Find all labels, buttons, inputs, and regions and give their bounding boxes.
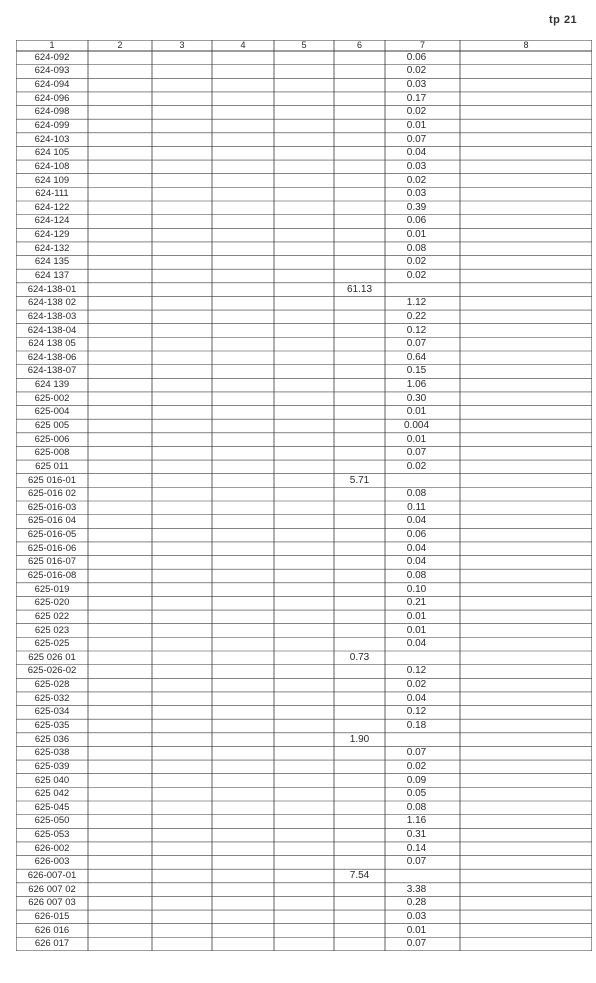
column-7-value: 0.04 <box>406 692 427 704</box>
column-7-value: 0.07 <box>406 133 427 145</box>
parcel-code: 625 036 <box>34 733 70 745</box>
parcel-code: 624-099 <box>34 120 70 131</box>
column-7-value: 1.16 <box>406 815 427 827</box>
parcel-code: 625-020 <box>34 597 70 609</box>
parcel-code: 624-103 <box>34 133 70 145</box>
parcel-code: 625-025 <box>34 638 70 650</box>
column-header: 8 <box>523 40 529 50</box>
parcel-code: 626-015 <box>34 910 70 922</box>
column-7-value: 0.03 <box>406 188 427 200</box>
column-7-value: 0.07 <box>406 447 427 459</box>
column-7-value: 0.02 <box>406 679 427 691</box>
parcel-code: 625-016-03 <box>27 501 77 513</box>
parcel-code: 624 105 <box>34 147 70 159</box>
parcel-code: 625-039 <box>34 760 70 772</box>
parcel-code: 625-035 <box>34 720 70 731</box>
column-7-value: 0.02 <box>406 256 427 268</box>
parcel-code: 624-138-01 <box>27 283 77 295</box>
column-7-value: 0.07 <box>406 338 427 350</box>
parcel-code: 624-096 <box>34 92 70 104</box>
parcel-code: 626-002 <box>34 842 70 854</box>
parcel-code: 625 011 <box>35 460 69 472</box>
parcel-code: 624-093 <box>34 65 70 77</box>
parcel-code: 626 007 02 <box>28 883 76 895</box>
column-7-value: 0.03 <box>406 910 427 922</box>
parcel-code: 625-032 <box>34 692 70 704</box>
parcel-code: 625-016-06 <box>27 542 77 554</box>
column-7-value: 0.07 <box>406 938 427 950</box>
column-7-value: 0.02 <box>406 174 427 186</box>
column-7-value: 0.01 <box>406 624 427 636</box>
column-7-value: 0.004 <box>403 420 430 431</box>
parcel-code: 624-138-06 <box>27 351 77 363</box>
parcel-code: 625-008 <box>34 447 70 459</box>
area-value: 61.13 <box>346 283 373 295</box>
parcel-code: 624 139 <box>34 379 70 391</box>
column-7-value: 0.12 <box>406 706 427 718</box>
parcel-code: 624-108 <box>34 160 70 172</box>
column-7-value: 0.02 <box>406 460 427 472</box>
column-7-value: 1.12 <box>406 297 427 309</box>
parcel-code: 625-053 <box>34 829 70 841</box>
column-7-value: 0.02 <box>406 760 427 772</box>
parcel-code: 624-138-03 <box>27 310 77 322</box>
column-7-value: 0.06 <box>406 215 427 227</box>
parcel-code: 625 005 <box>34 420 70 431</box>
parcel-code: 625-045 <box>34 801 70 813</box>
column-7-value: 0.02 <box>406 106 427 118</box>
column-7-value: 0.01 <box>406 433 427 445</box>
column-7-value: 0.30 <box>406 392 427 404</box>
parcel-code: 625-016 02 <box>27 488 77 500</box>
column-7-value: 0.07 <box>406 856 427 868</box>
column-header: 3 <box>179 40 185 50</box>
column-7-value: 0.21 <box>406 597 427 609</box>
page-number: tp 21 <box>549 14 578 26</box>
column-7-value: 0.07 <box>406 747 427 759</box>
column-7-value: 0.06 <box>406 529 427 541</box>
parcel-code: 624-098 <box>34 106 70 118</box>
register-table <box>16 40 592 951</box>
parcel-code: 625-002 <box>34 392 70 404</box>
parcel-code: 624 137 <box>34 270 70 281</box>
column-7-value: 0.01 <box>406 229 427 241</box>
parcel-code: 625-019 <box>34 583 70 595</box>
parcel-code: 626 017 <box>34 938 70 950</box>
column-7-value: 0.15 <box>406 365 427 377</box>
column-7-value: 0.08 <box>406 242 427 254</box>
column-7-value: 0.02 <box>406 270 427 281</box>
parcel-code: 625-016-05 <box>27 529 77 541</box>
parcel-code: 625-016 04 <box>27 515 77 527</box>
column-7-value: 0.39 <box>406 201 427 213</box>
column-7-value: 1.06 <box>406 379 427 391</box>
column-7-value: 0.12 <box>406 665 427 677</box>
column-7-value: 0.04 <box>406 542 427 554</box>
column-7-value: 0.08 <box>406 570 427 581</box>
area-value: 1.90 <box>349 733 370 745</box>
column-7-value: 0.03 <box>406 79 427 91</box>
parcel-code: 625-038 <box>34 747 70 759</box>
parcel-code: 624-092 <box>34 51 70 63</box>
column-7-value: 0.28 <box>406 897 427 909</box>
parcel-code: 625-006 <box>34 433 70 445</box>
parcel-code: 624-111 <box>35 188 69 200</box>
column-7-value: 0.01 <box>406 120 427 131</box>
parcel-code: 624-138-07 <box>27 365 77 377</box>
column-7-value: 0.04 <box>406 147 427 159</box>
column-header: 6 <box>356 40 363 50</box>
parcel-code: 624-122 <box>34 201 70 213</box>
column-7-value: 0.01 <box>406 610 427 622</box>
column-header: 2 <box>117 40 123 50</box>
area-value: 7.54 <box>349 870 370 881</box>
column-7-value: 0.31 <box>406 829 427 841</box>
column-7-value: 0.22 <box>406 310 427 322</box>
column-7-value: 0.08 <box>406 801 427 813</box>
parcel-code: 625-004 <box>34 406 70 418</box>
column-7-value: 0.06 <box>406 51 427 63</box>
parcel-code: 624-138 02 <box>27 297 77 309</box>
column-7-value: 0.09 <box>406 774 427 786</box>
parcel-code: 625-050 <box>34 815 70 827</box>
column-7-value: 0.04 <box>406 556 427 568</box>
area-value: 0.73 <box>349 651 370 663</box>
parcel-code: 625-026-02 <box>27 665 77 677</box>
column-7-value: 3.38 <box>406 883 427 895</box>
column-7-value: 0.14 <box>406 842 427 854</box>
parcel-code: 626 016 <box>34 924 70 936</box>
table-grid-lines <box>16 40 592 951</box>
column-7-value: 0.04 <box>406 638 427 650</box>
parcel-code: 624-132 <box>34 242 70 254</box>
column-7-value: 0.17 <box>406 92 427 104</box>
parcel-code: 625 040 <box>34 774 70 786</box>
parcel-code: 626 007 03 <box>28 897 76 909</box>
column-7-value: 0.12 <box>406 324 427 336</box>
column-7-value: 0.64 <box>406 351 427 363</box>
column-7-value: 0.04 <box>406 515 427 527</box>
column-header: 4 <box>240 40 246 50</box>
parcel-code: 625-034 <box>34 706 70 718</box>
parcel-code: 624-094 <box>34 79 70 91</box>
column-7-value: 0.11 <box>407 501 426 513</box>
parcel-code: 624 138 05 <box>28 338 76 350</box>
parcel-code: 625-028 <box>34 679 70 691</box>
column-7-value: 0.05 <box>406 788 427 800</box>
parcel-code: 624-124 <box>34 215 70 227</box>
parcel-code: 624 135 <box>34 256 70 268</box>
parcel-code: 626-007-01 <box>27 870 77 881</box>
parcel-code: 624-129 <box>34 229 70 241</box>
column-7-value: 0.02 <box>406 65 427 77</box>
parcel-code: 625 026 01 <box>28 651 76 663</box>
column-7-value: 0.18 <box>406 720 427 731</box>
column-7-value: 0.01 <box>406 406 427 418</box>
column-7-value: 0.08 <box>406 488 427 500</box>
parcel-code: 625 016-07 <box>27 556 77 568</box>
area-value: 5.71 <box>349 474 370 486</box>
column-7-value: 0.03 <box>406 160 427 172</box>
column-7-value: 0.01 <box>406 924 427 936</box>
parcel-code: 626-003 <box>34 856 70 868</box>
parcel-code: 625 022 <box>34 610 70 622</box>
parcel-code: 625 016-01 <box>27 474 77 486</box>
parcel-code: 625 023 <box>34 624 70 636</box>
parcel-code: 625 042 <box>34 788 70 800</box>
column-header: 7 <box>419 40 426 50</box>
parcel-code: 624 109 <box>34 174 70 186</box>
parcel-code: 625-016-08 <box>27 570 77 581</box>
column-header: 1 <box>49 40 55 50</box>
column-7-value: 0.10 <box>406 583 427 595</box>
column-header: 5 <box>301 40 307 50</box>
parcel-code: 624-138-04 <box>27 324 77 336</box>
